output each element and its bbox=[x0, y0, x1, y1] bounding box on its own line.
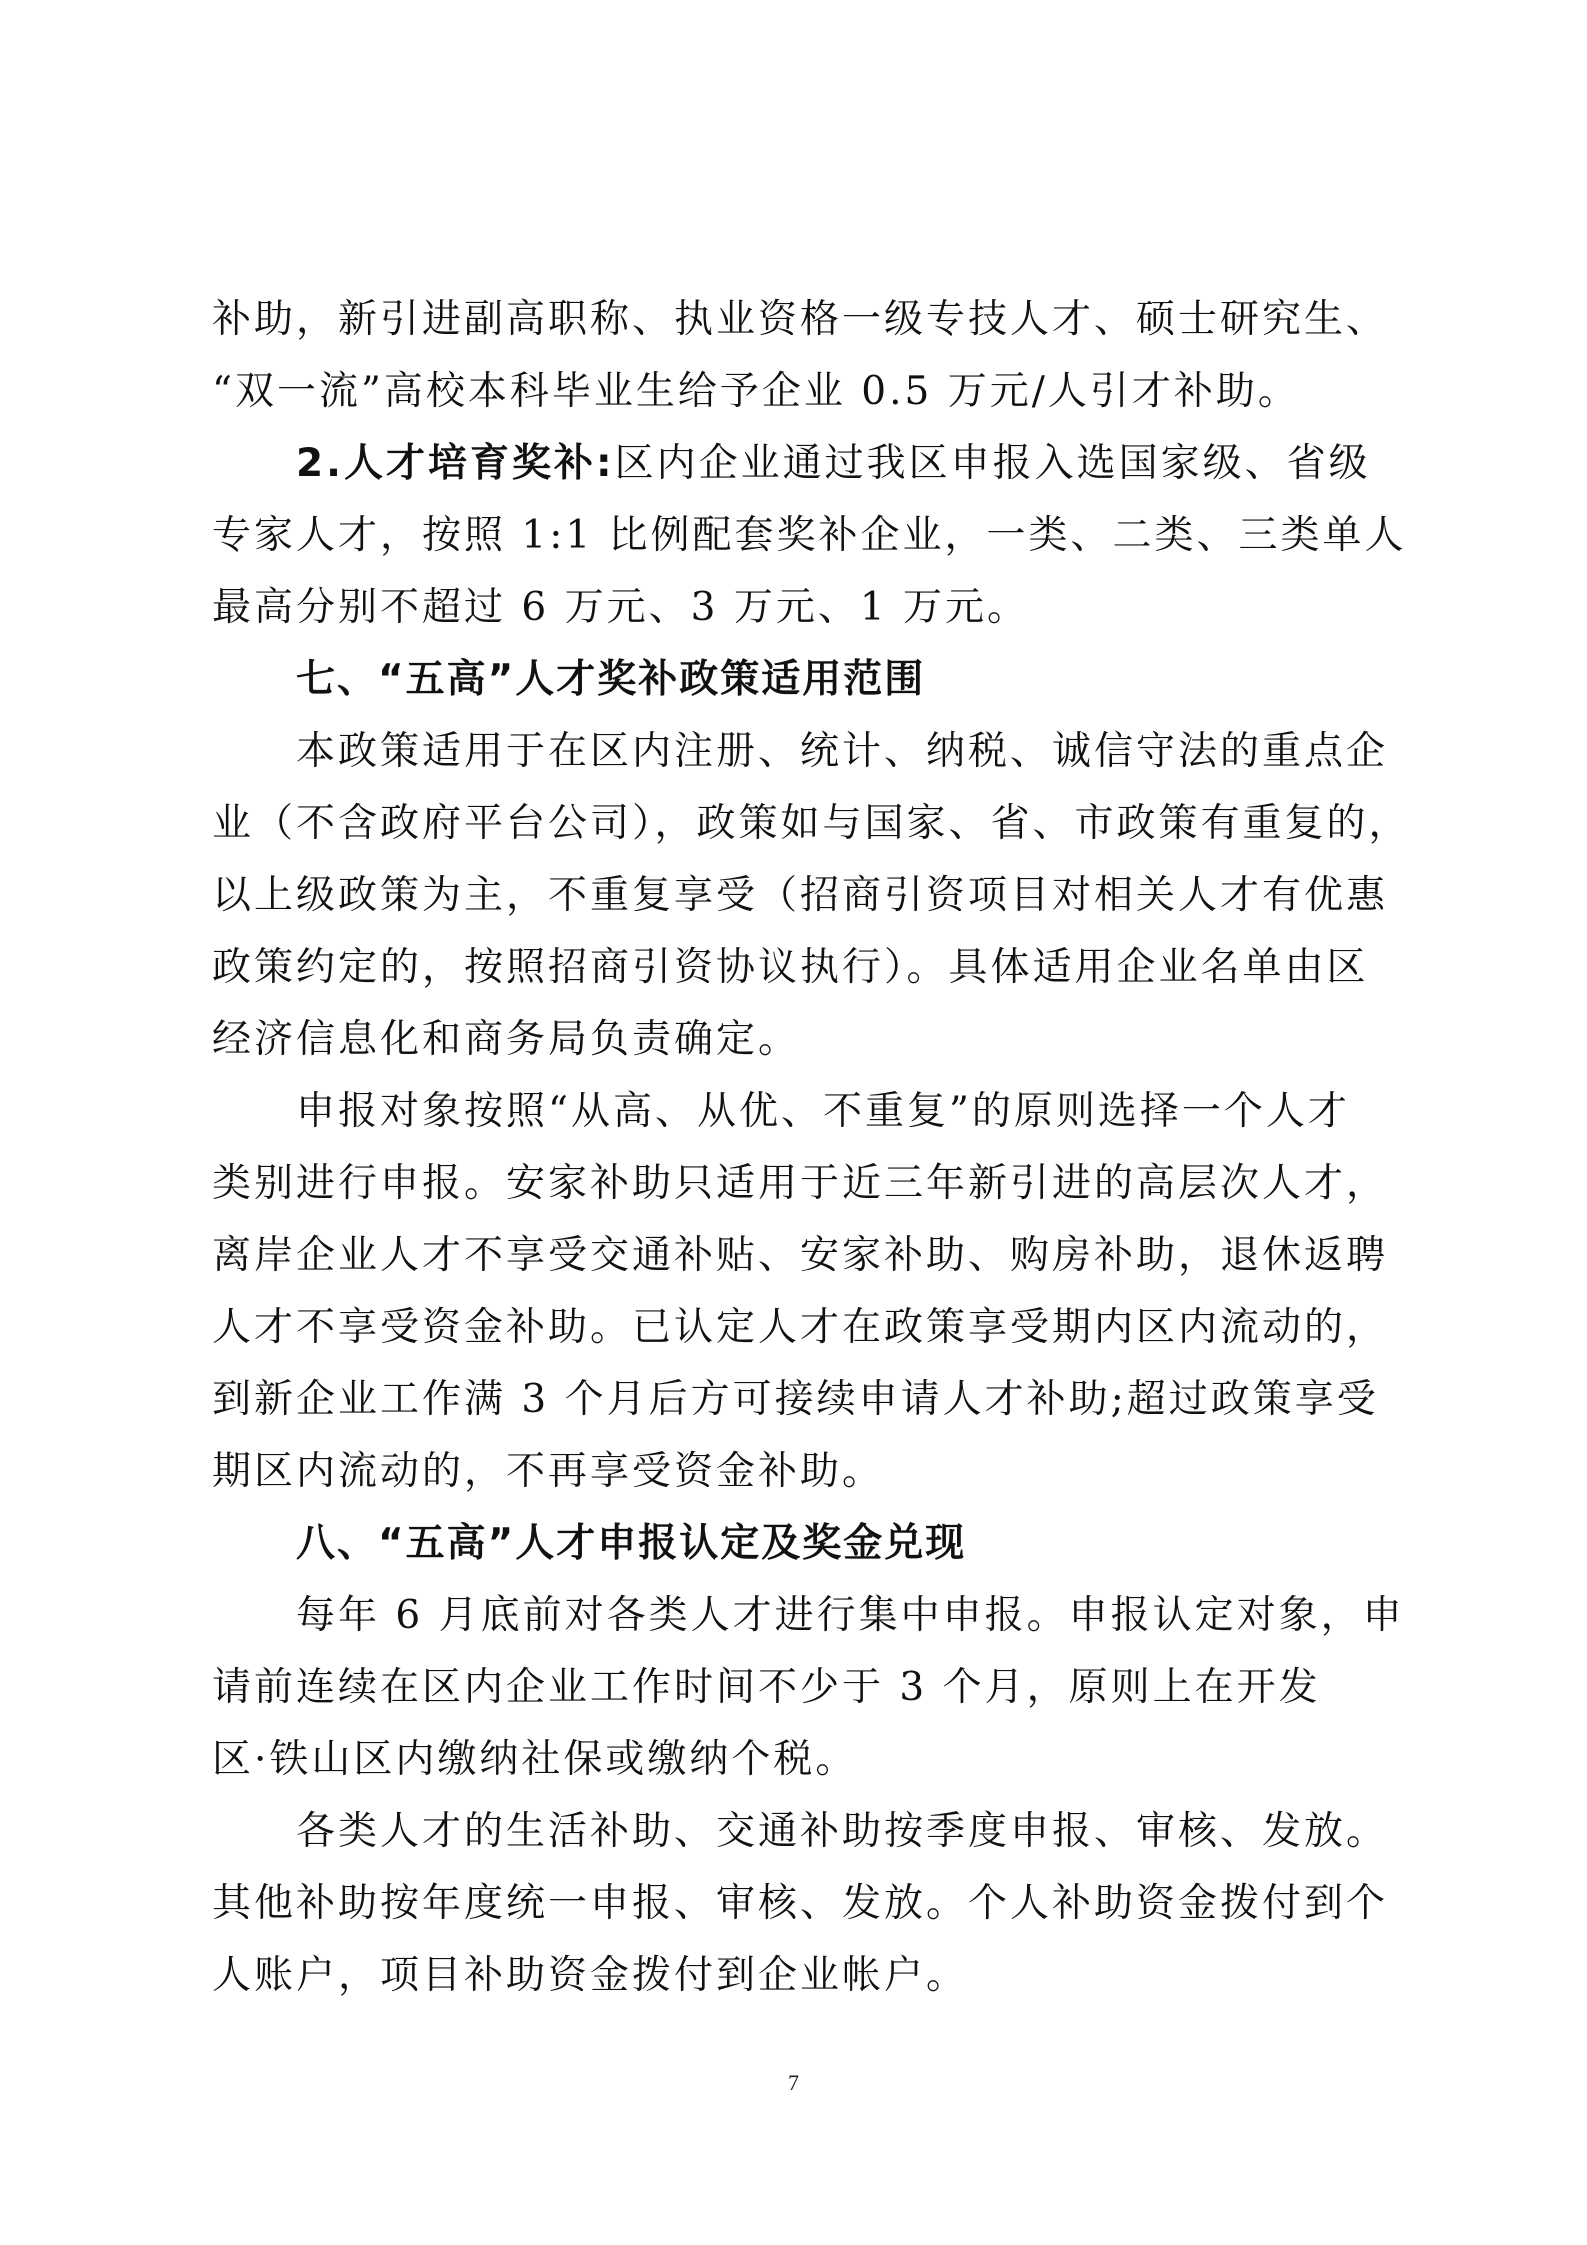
text-line: 其他补助按年度统一申报、审核、发放。个人补助资金拨付到个 bbox=[212, 1881, 1389, 1926]
item-2-label: 2.人才培育奖补: bbox=[296, 441, 615, 486]
text-line: 以上级政策为主，不重复享受（招商引资项目对相关人才有优惠 bbox=[212, 873, 1389, 918]
page-number: 7 bbox=[788, 2070, 799, 2095]
text-line: 到新企业工作满 3 个月后方可接续申请人才补助;超过政策享受 bbox=[212, 1377, 1379, 1422]
text-line: 经济信息化和商务局负责确定。 bbox=[212, 1017, 801, 1062]
text-line: 区·铁山区内缴纳社保或缴纳个税。 bbox=[212, 1737, 858, 1782]
text-line: 离岸企业人才不享受交通补贴、安家补助、购房补助，退休返聘 bbox=[212, 1233, 1389, 1278]
section-heading: 八、“五高”人才申报认定及奖金兑现 bbox=[296, 1521, 967, 1566]
text-line: 人账户，项目补助资金拨付到企业帐户。 bbox=[212, 1953, 969, 1998]
text-line: “双一流”高校本科毕业生给予企业 0.5 万元/人引才补助。 bbox=[212, 369, 1300, 414]
text-line: 最高分别不超过 6 万元、3 万元、1 万元。 bbox=[212, 585, 1030, 630]
item-2-text: 区内企业通过我区申报入选国家级、省级 bbox=[614, 441, 1371, 486]
text-line: 政策约定的，按照招商引资协议执行）。具体适用企业名单由区 bbox=[212, 945, 1369, 990]
text-line: 本政策适用于在区内注册、统计、纳税、诚信守法的重点企 bbox=[296, 729, 1389, 774]
text-line: 请前连续在区内企业工作时间不少于 3 个月，原则上在开发 bbox=[212, 1665, 1321, 1710]
text-line: 申报对象按照“从高、从优、不重复”的原则选择一个人才 bbox=[296, 1089, 1350, 1134]
text-line: 人才不享受资金补助。已认定人才在政策享受期内区内流动的， bbox=[212, 1305, 1389, 1350]
text-line: 期区内流动的，不再享受资金补助。 bbox=[212, 1449, 885, 1494]
text-line: 类别进行申报。安家补助只适用于近三年新引进的高层次人才， bbox=[212, 1161, 1389, 1206]
text-line: 业（不含政府平台公司），政策如与国家、省、市政策有重复的， bbox=[212, 801, 1411, 846]
text-line: 各类人才的生活补助、交通补助按季度申报、审核、发放。 bbox=[296, 1809, 1389, 1854]
text-line: 补助，新引进副高职称、执业资格一级专技人才、硕士研究生、 bbox=[212, 297, 1389, 342]
text-line: 专家人才，按照 1:1 比例配套奖补企业，一类、二类、三类单人 bbox=[212, 513, 1407, 558]
text-line: 每年 6 月底前对各类人才进行集中申报。申报认定对象，申 bbox=[296, 1593, 1405, 1638]
item-2-line bbox=[296, 434, 1371, 494]
section-heading: 七、“五高”人才奖补政策适用范围 bbox=[296, 657, 926, 702]
